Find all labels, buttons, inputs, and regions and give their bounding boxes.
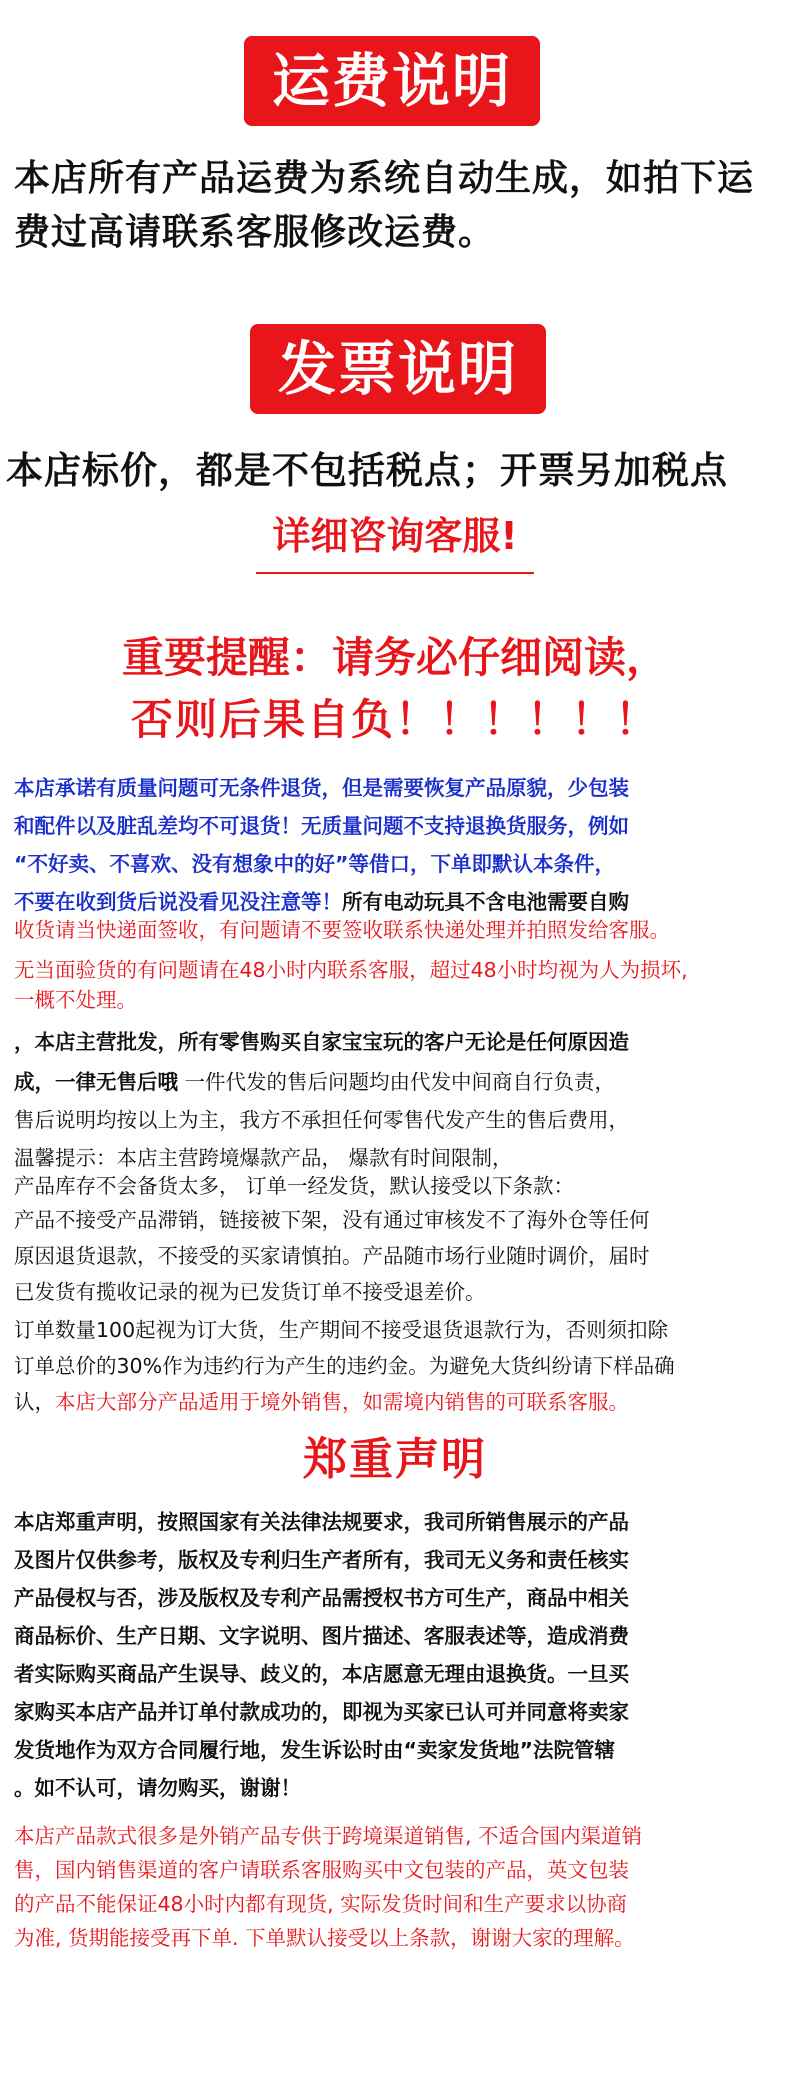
reminder-heading-line1: 重要提醒：请务必仔细阅读， [121,633,668,682]
shipping-text: 本店所有产品运费为系统自动生成，如拍下运费过高请联系客服修改运费。 [14,158,755,253]
wholesale-line-6: 产品不接受产品滞销，链接被下架，没有通过审核发不了海外仓等任何 [14,1208,650,1232]
wholesale-line-8: 已发货有揽收记录的视为已发货订单不接受退差价。 [14,1280,486,1304]
wholesale-line-4: 温馨提示：本店主营跨境爆款产品， 爆款有时间限制， [14,1146,513,1170]
receipt-line-1: 收货请当快递面签收，有问题请不要签收联系快递处理并拍照发给客服。 [14,918,670,942]
returns-notice: 不要在收到货后说没看见没注意等！ [14,890,342,914]
statement-red-line-1: 本店产品款式很多是外销产品专供于跨境渠道销售, 不适合国内渠道销 [14,1824,643,1848]
returns-line-1: 本店承诺有质量问题可无条件退货，但是需要恢复产品原貌，少包装 [14,776,629,800]
statement-line-7: 发货地作为双方合同履行地，发生诉讼时由“卖家发货地”法院管辖 [14,1738,615,1762]
invoice-tax-note: 本店标价，都是不包括税点；开票另加税点 [6,449,728,492]
wholesale-line-7: 原因退货退款，不接受的买家请慎拍。产品随市场行业随时调价，届时 [14,1244,650,1268]
returns-line-2: 和配件以及脏乱差均不可退货！无质量问题不支持退换货服务，例如 [14,814,629,838]
statement-line-4: 商品标价、生产日期、文字说明、图片描述、客服表述等，造成消费 [14,1624,629,1648]
shipping-title: 运费说明 [271,47,512,115]
invoice-consult-note: 详细咨询客服! [272,514,518,558]
wholesale-line-9: 订单数量100起视为订大货，生产期间不接受退货退款行为，否则须扣除 [14,1318,669,1342]
statement-line-3: 产品侵权与否，涉及版权及专利产品需授权书方可生产，商品中相关 [14,1586,629,1610]
returns-line-3: “不好卖、不喜欢、没有想象中的好”等借口，下单即默认本条件， [14,852,615,876]
wholesale-line-2 [14,1064,788,1101]
overseas-sales-note: 本店大部分产品适用于境外销售，如需境内销售的可联系客服。 [55,1390,629,1414]
dropship-note: 一件代发的售后问题均由代发中间商自行负责， [178,1070,616,1094]
invoice-title-banner [250,324,546,414]
statement-line-1: 本店郑重声明，按照国家有关法律法规要求，我司所销售展示的产品 [14,1510,629,1534]
shipping-title-banner [244,36,540,126]
statement-line-5: 者实际购买商品产生误导、歧义的，本店愿意无理由退换货。一旦买 [14,1662,629,1686]
battery-note: 所有电动玩具不含电池需要自购 [342,890,629,914]
section-divider [256,572,534,574]
receipt-line-2: 无当面验货的有问题请在48小时内联系客服，超过48小时均视为人为损坏, [14,958,688,982]
wholesale-line-1: ，本店主营批发，所有零售购买自家宝宝玩的客户无论是任何原因造 [14,1030,629,1054]
statement-red-line-3: 的产品不能保证48小时内都有现货, 实际发货时间和生产要求以协商 [14,1892,628,1916]
statement-title: 郑重声明 [303,1434,487,1485]
no-aftersale-note: 成，一律无售后哦 [14,1070,178,1094]
receipt-line-3: 一概不处理。 [14,988,137,1012]
wholesale-line-11 [14,1384,788,1421]
statement-line-2: 及图片仅供参考，版权及专利归生产者所有，我司无义务和责任核实 [14,1548,629,1572]
statement-line-8: 。如不认可，请勿购买，谢谢！ [14,1776,301,1800]
wholesale-line-3: 售后说明均按以上为主，我方不承担任何零售代发产生的售后费用， [14,1108,629,1132]
invoice-title: 发票说明 [277,335,518,403]
reminder-heading-line2: 否则后果自负！！！！！！ [130,695,659,744]
statement-red-line-2: 售，国内销售渠道的客户请联系客服购买中文包装的产品，英文包装 [14,1858,629,1882]
statement-red-line-4: 为准, 货期能接受再下单. 下单默认接受以上条款，谢谢大家的理解。 [14,1926,635,1950]
statement-line-6: 家购买本店产品并订单付款成功的，即视为买家已认可并同意将卖家 [14,1700,629,1724]
sample-confirm-suffix: 认， [14,1390,55,1414]
wholesale-line-10: 订单总价的30%作为违约行为产生的违约金。为避免大货纠纷请下样品确 [14,1354,675,1378]
wholesale-line-5: 产品库存不会备货太多， 订单一经发货，默认接受以下条款： [14,1174,575,1198]
